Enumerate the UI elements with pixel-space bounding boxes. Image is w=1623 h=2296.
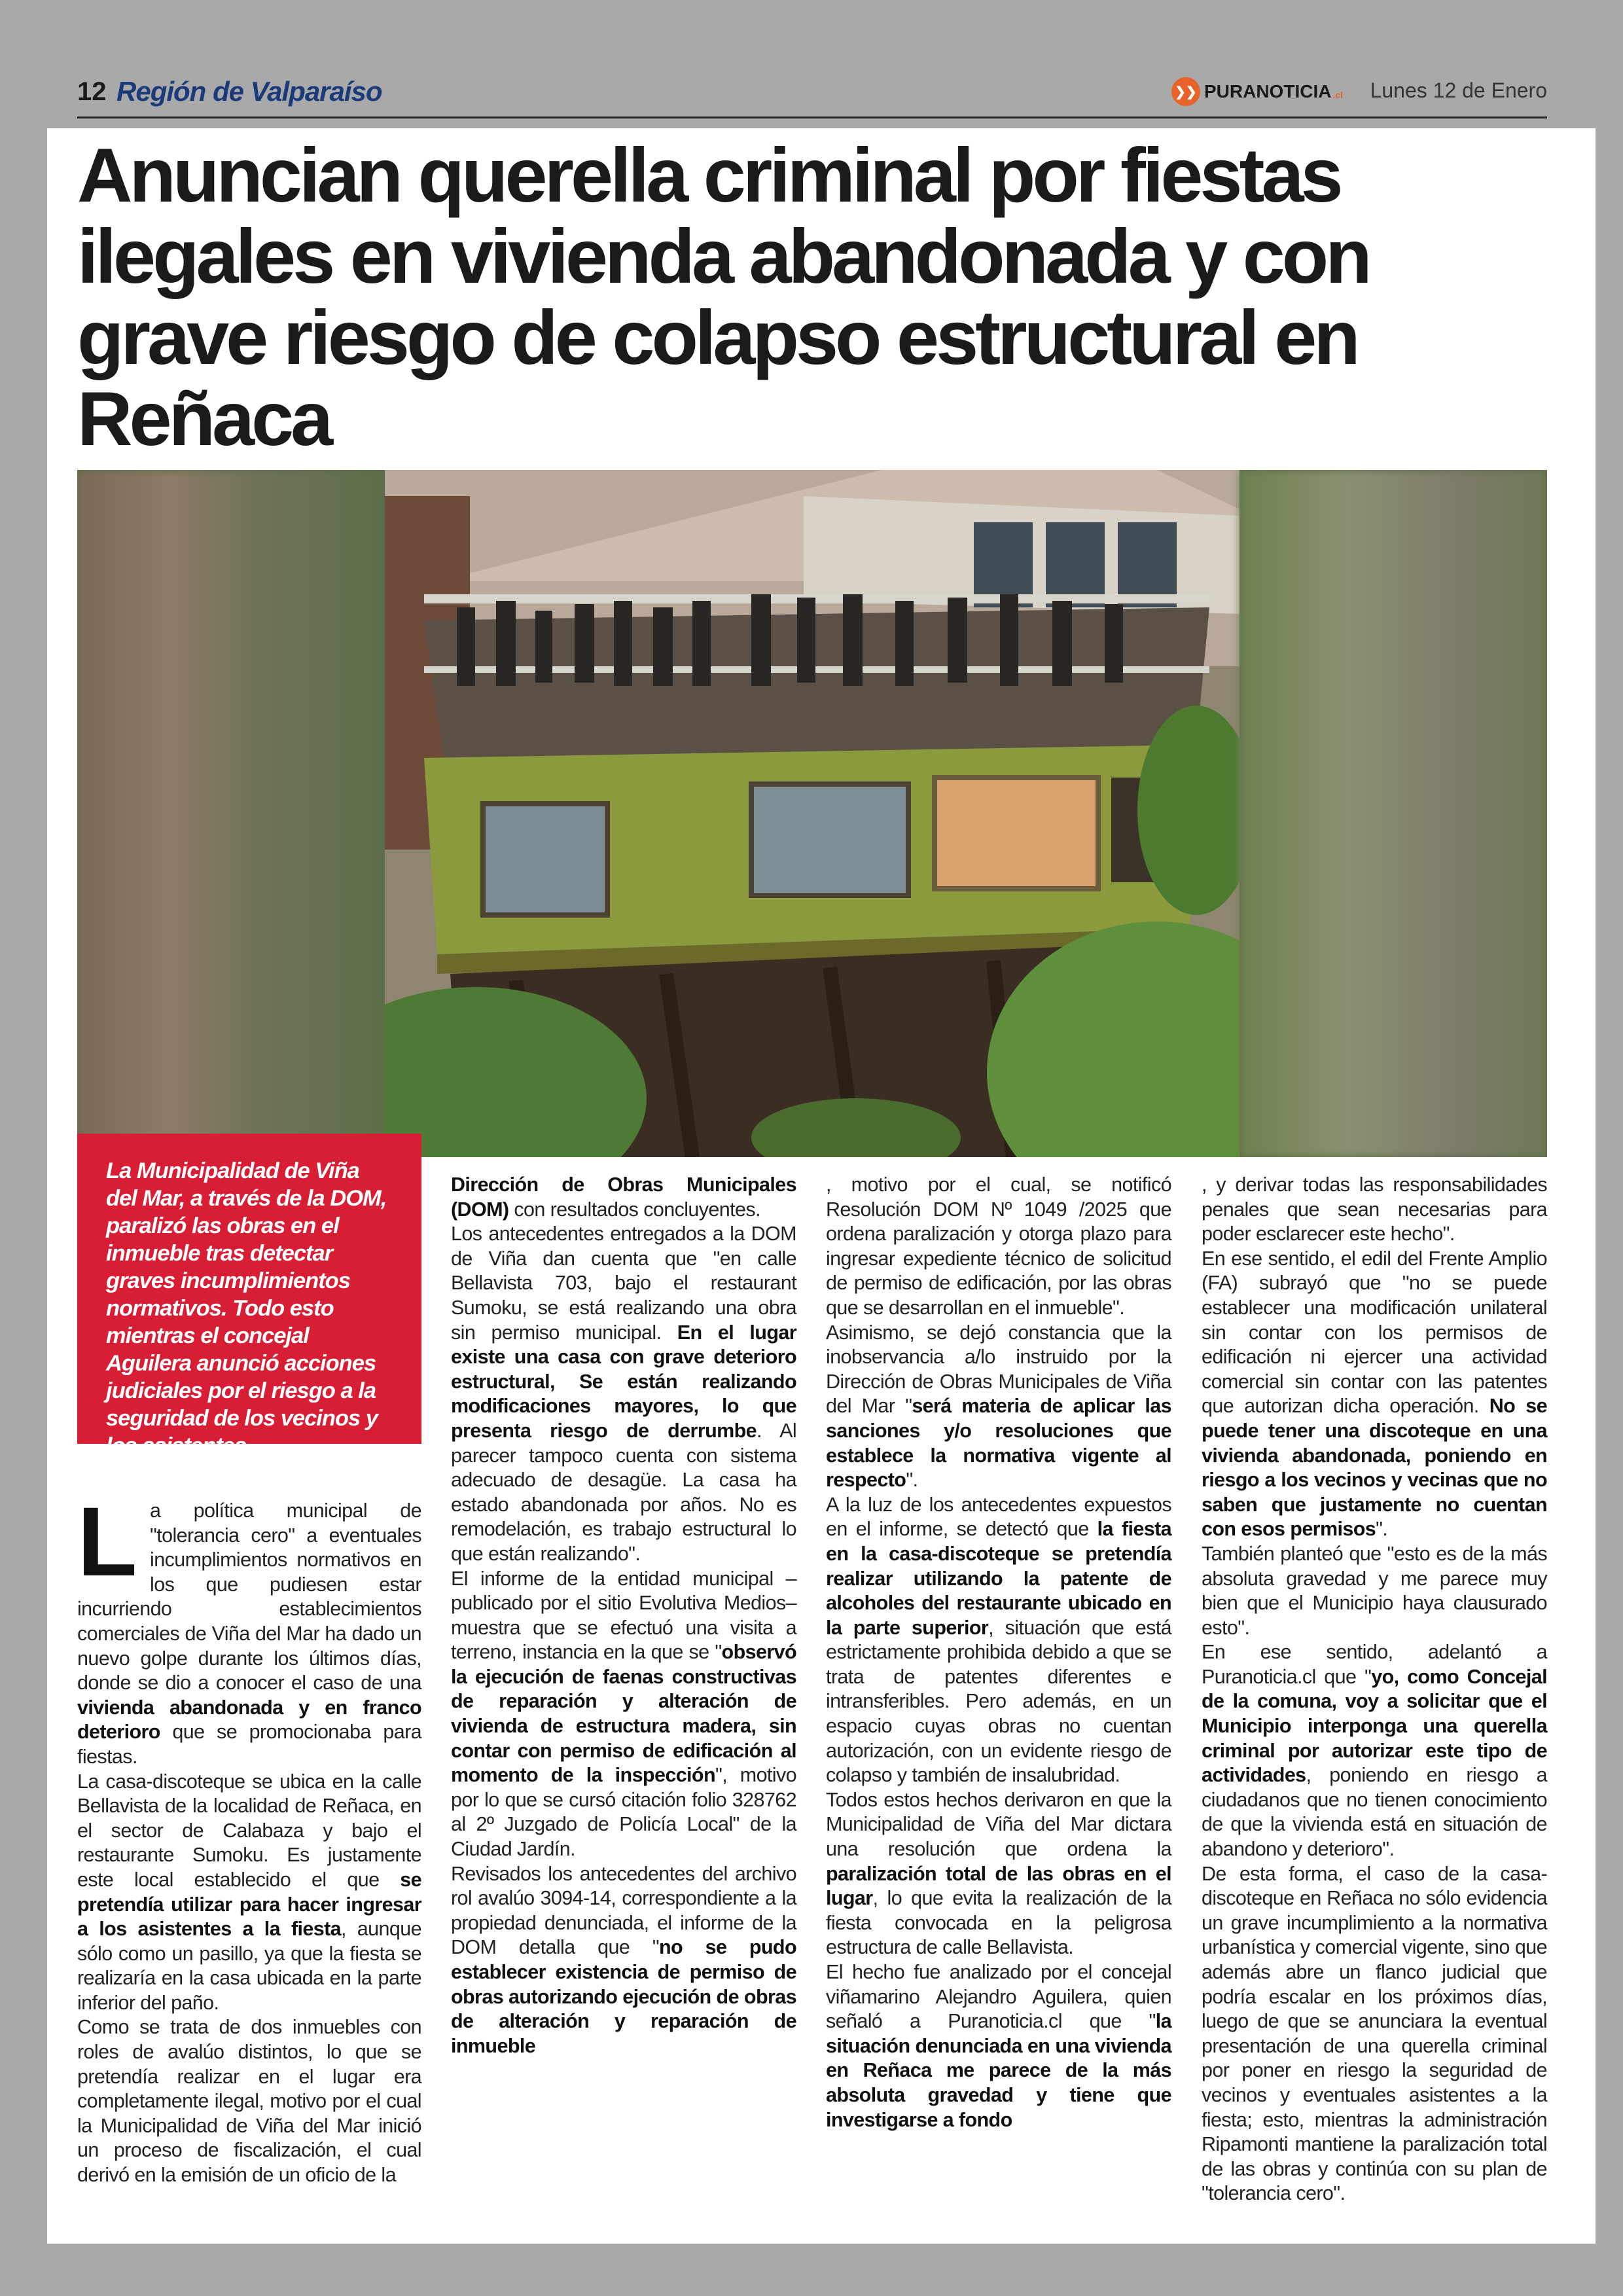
brand-suffix: .cl xyxy=(1332,90,1344,100)
article-photo xyxy=(77,470,1547,1157)
paragraph xyxy=(77,2015,421,2187)
text-run: , aunque sólo como un pasillo, ya que la fiesta se realizaría en la casa ubicada en la parte inferior del paño. xyxy=(77,1918,421,2014)
column-1 xyxy=(77,1486,421,2188)
text-run: , y derivar todas las responsabilidades penales que sean necesarias para poder esclarecer este hecho". xyxy=(1202,1174,1547,1246)
lead-box xyxy=(77,1134,421,1458)
brand-logo xyxy=(1171,76,1343,107)
brand-name: PURANOTICIA xyxy=(1204,81,1332,101)
issue-date: Lunes 12 de Enero xyxy=(1370,79,1547,102)
bold-run: No se puede tener una discoteque en una vivienda abandonada, poniendo en riesgo a los vecinos y vecinas que no saben que justamente no cuentan con esos permisos xyxy=(1202,1395,1547,1541)
paragraph xyxy=(77,1486,421,1770)
bold-run: se pretendía utilizar para hacer ingresar a los asistentes a la fiesta xyxy=(77,1868,421,1941)
text-run: , poniendo en riesgo a ciudadanos que no tienen conocimiento de que la vivienda está en situación de abandono y deterioro". xyxy=(1202,1764,1547,1861)
text-run: . Al parecer tampoco cuenta con sistema adecuado de desagüe. La casa ha estado abandonada por años. No es remodelación, es trabajo estructural lo que están realizando". xyxy=(451,1419,796,1565)
paragraph xyxy=(1202,1640,1547,1861)
text-run: ", motivo por lo que se cursó citación folio 328762 al 2º Juzgado de Policía Local" de la Ciudad Jardín. xyxy=(451,1764,796,1861)
photo-blur-left xyxy=(77,470,385,1157)
text-run: con resultados concluyentes. xyxy=(508,1198,760,1221)
paragraph xyxy=(451,1222,796,1566)
bold-run: observó la ejecución de faenas constructivas de reparación y alteración de vivienda de estructura madera, sin contar con permiso de edificación al momento de la inspección xyxy=(451,1641,796,1787)
paragraph xyxy=(1202,1173,1547,1247)
text-run: A la luz de los antecedentes expuestos en el informe, se detectó que xyxy=(826,1493,1171,1541)
text-run: , lo que evita la realización de la fiesta convocada en la peligrosa estructura de calle Bellavista. xyxy=(826,1887,1171,1959)
text-run: Revisados los antecedentes del archivo rol avalúo 3094-14, correspondiente a la propiedad denunciada, el informe de la DOM detalla que " xyxy=(451,1862,796,1959)
bold-run: En el lugar existe una casa con grave deterioro estructural, Se están realizando modificaciones mayores, lo que presenta riesgo de derrumbe xyxy=(451,1321,796,1442)
text-run: que se promocionaba para fiestas. xyxy=(77,1721,421,1768)
text-run: En ese sentido, el edil del Frente Amplio (FA) subrayó que "no se puede establecer una modificación unilateral sin contar con los permisos de edificación ni ejercer una actividad comercial sin contar con las patentes que autorizan dicha operación. xyxy=(1202,1247,1547,1418)
page-header xyxy=(77,73,1547,118)
page-number: 12 xyxy=(77,77,107,106)
bold-run: paralización total de las obras en el lugar xyxy=(826,1862,1171,1910)
paragraph xyxy=(451,1173,796,1222)
lead-text: La Municipalidad de Viña del Mar, a través de la DOM, paralizó las obras en el inmueble tras detectar graves incumplimientos normativos. Todo esto mientras el concejal Aguilera anunció acciones judiciales por el riesgo a la seguridad de los vecinos y los asistentes. xyxy=(106,1158,387,1458)
text-run: El hecho fue analizado por el concejal viñamarino Alejandro Aguilera, quien señaló a Puranoticia.cl que " xyxy=(826,1961,1171,2033)
bold-run: yo, como Concejal de la comuna, voy a solicitar que el Municipio interponga una querella criminal por autorizar este tipo de actividades xyxy=(1202,1665,1547,1787)
paragraph xyxy=(451,1862,796,2059)
paragraph xyxy=(826,1960,1171,2132)
article-sheet xyxy=(47,128,1596,2244)
headline: Anuncian querella criminal por fiestas ilegales en vivienda abandonada y con grave riesgo de colapso estructural en Reñaca xyxy=(77,132,1369,461)
photo-blur-right xyxy=(1240,470,1547,1157)
bold-run: no se pudo establecer existencia de permiso de obras autorizando ejecución de obras de alteración y reparación de inmueble xyxy=(451,1936,796,2057)
paragraph xyxy=(1202,1862,1547,2206)
text-run: Como se trata de dos inmuebles con roles de avalúo distintos, lo que se pretendía realizar en el lugar era completamente ilegal, motivo por el cual la Municipalidad de Viña del Mar inició un proceso de fiscalización, el cual derivó en la emisión de un oficio de la xyxy=(77,2016,421,2187)
text-run: De esta forma, el caso de la casa-discoteque en Reñaca no sólo evidencia un grave incumplimiento a la normativa urbanística y comercial vigente, sino que además abre un flanco judicial que podría escalar en los próximos días, luego de que se anunciara la eventual presentación de una querella criminal por poner en riesgo la seguridad de vecinos y eventuales asistentes a la fiesta; esto, mientras la administración Ripamonti mantiene la paralización total de las obras y continúa con su plan de "tolerancia cero". xyxy=(1202,1862,1547,2205)
paragraph xyxy=(826,1173,1171,1321)
column-2 xyxy=(451,1173,796,2058)
text-run: La casa-discoteque se ubica en la calle Bellavista de la localidad de Reñaca, en el sector de Calabaza y bajo el restaurante Sumoku. Es justamente este local establecido el que xyxy=(77,1770,421,1891)
column-4 xyxy=(1202,1173,1547,2206)
bold-run: Dirección de Obras Municipales (DOM) xyxy=(451,1174,796,1221)
paragraph xyxy=(826,1321,1171,1493)
bold-run: vivienda abandonada y en franco deterioro xyxy=(77,1696,421,1744)
paragraph xyxy=(1202,1247,1547,1542)
paragraph xyxy=(826,1493,1171,1788)
house-photo-illustration xyxy=(385,470,1240,1157)
section-title: Región de Valparaíso xyxy=(116,76,382,107)
drop-cap: L xyxy=(77,1486,137,1596)
text-run: , motivo por el cual, se notificó Resolución DOM Nº 1049 /2025 que ordena paralización y otorga plazo para ingresar expediente técnico de solicitud de permiso de edificación, por las obras que se desarrollan en el inmueble". xyxy=(826,1174,1171,1319)
bold-run: será materia de aplicar las sanciones y/o resoluciones que establece la normativa vigente al respecto xyxy=(826,1395,1171,1492)
column-3 xyxy=(826,1173,1171,2132)
text-run: También planteó que "esto es de la más absoluta gravedad y me parece muy bien que el Municipio haya clausurado esto". xyxy=(1202,1542,1547,1639)
text-run: , situación que está estrictamente prohibida debido a que se trata de patentes diferentes e intransferibles. Pero además, en un espacio cuyas obras no cuentan autorización, con un evidente riesgo de colapso y también de insalubridad. xyxy=(826,1616,1172,1787)
text-run: Los antecedentes entregados a la DOM de Viña dan cuenta que "en calle Bellavista 703, bajo el restaurant Sumoku, se está realizando una obra sin permiso municipal. xyxy=(451,1223,796,1344)
text-run: a política municipal de "tolerancia cero" a eventuales incumplimientos normativos en los que pudiesen estar incurriendo establecimientos comerciales de Viña del Mar ha dado un nuevo golpe durante los últimos días, donde se dio a conocer el caso de una xyxy=(77,1499,421,1695)
brand-arrows-icon: ❯❯ xyxy=(1171,77,1200,106)
paragraph xyxy=(1202,1542,1547,1640)
paragraph xyxy=(826,1788,1171,1960)
text-run: ". xyxy=(906,1469,918,1492)
paragraph xyxy=(451,1567,796,1862)
text-run: Asimismo, se dejó constancia que la inobservancia a/lo instruido por la Dirección de Obras Municipales de Viña del Mar " xyxy=(826,1321,1171,1418)
text-run: Todos estos hechos derivaron en que la Municipalidad de Viña del Mar dictara una resolución que ordena la xyxy=(826,1788,1171,1861)
paragraph xyxy=(77,1770,421,2016)
text-run: ". xyxy=(1376,1518,1388,1541)
bold-run: la situación denunciada en una vivienda en Reñaca me parece de la más absoluta gravedad y tiene que investigarse a fondo xyxy=(826,2010,1171,2131)
text-run: El informe de la entidad municipal –publicado por el sitio Evolutiva Medios– muestra que se efectuó una visita a terreno, instancia en la que se " xyxy=(451,1567,796,1664)
bold-run: la fiesta en la casa-discoteque se pretendía realizar utilizando la patente de alcoholes del restaurante ubicado en la parte superior xyxy=(826,1518,1171,1639)
text-run: En ese sentido, adelantó a Puranoticia.cl que " xyxy=(1202,1641,1547,1688)
